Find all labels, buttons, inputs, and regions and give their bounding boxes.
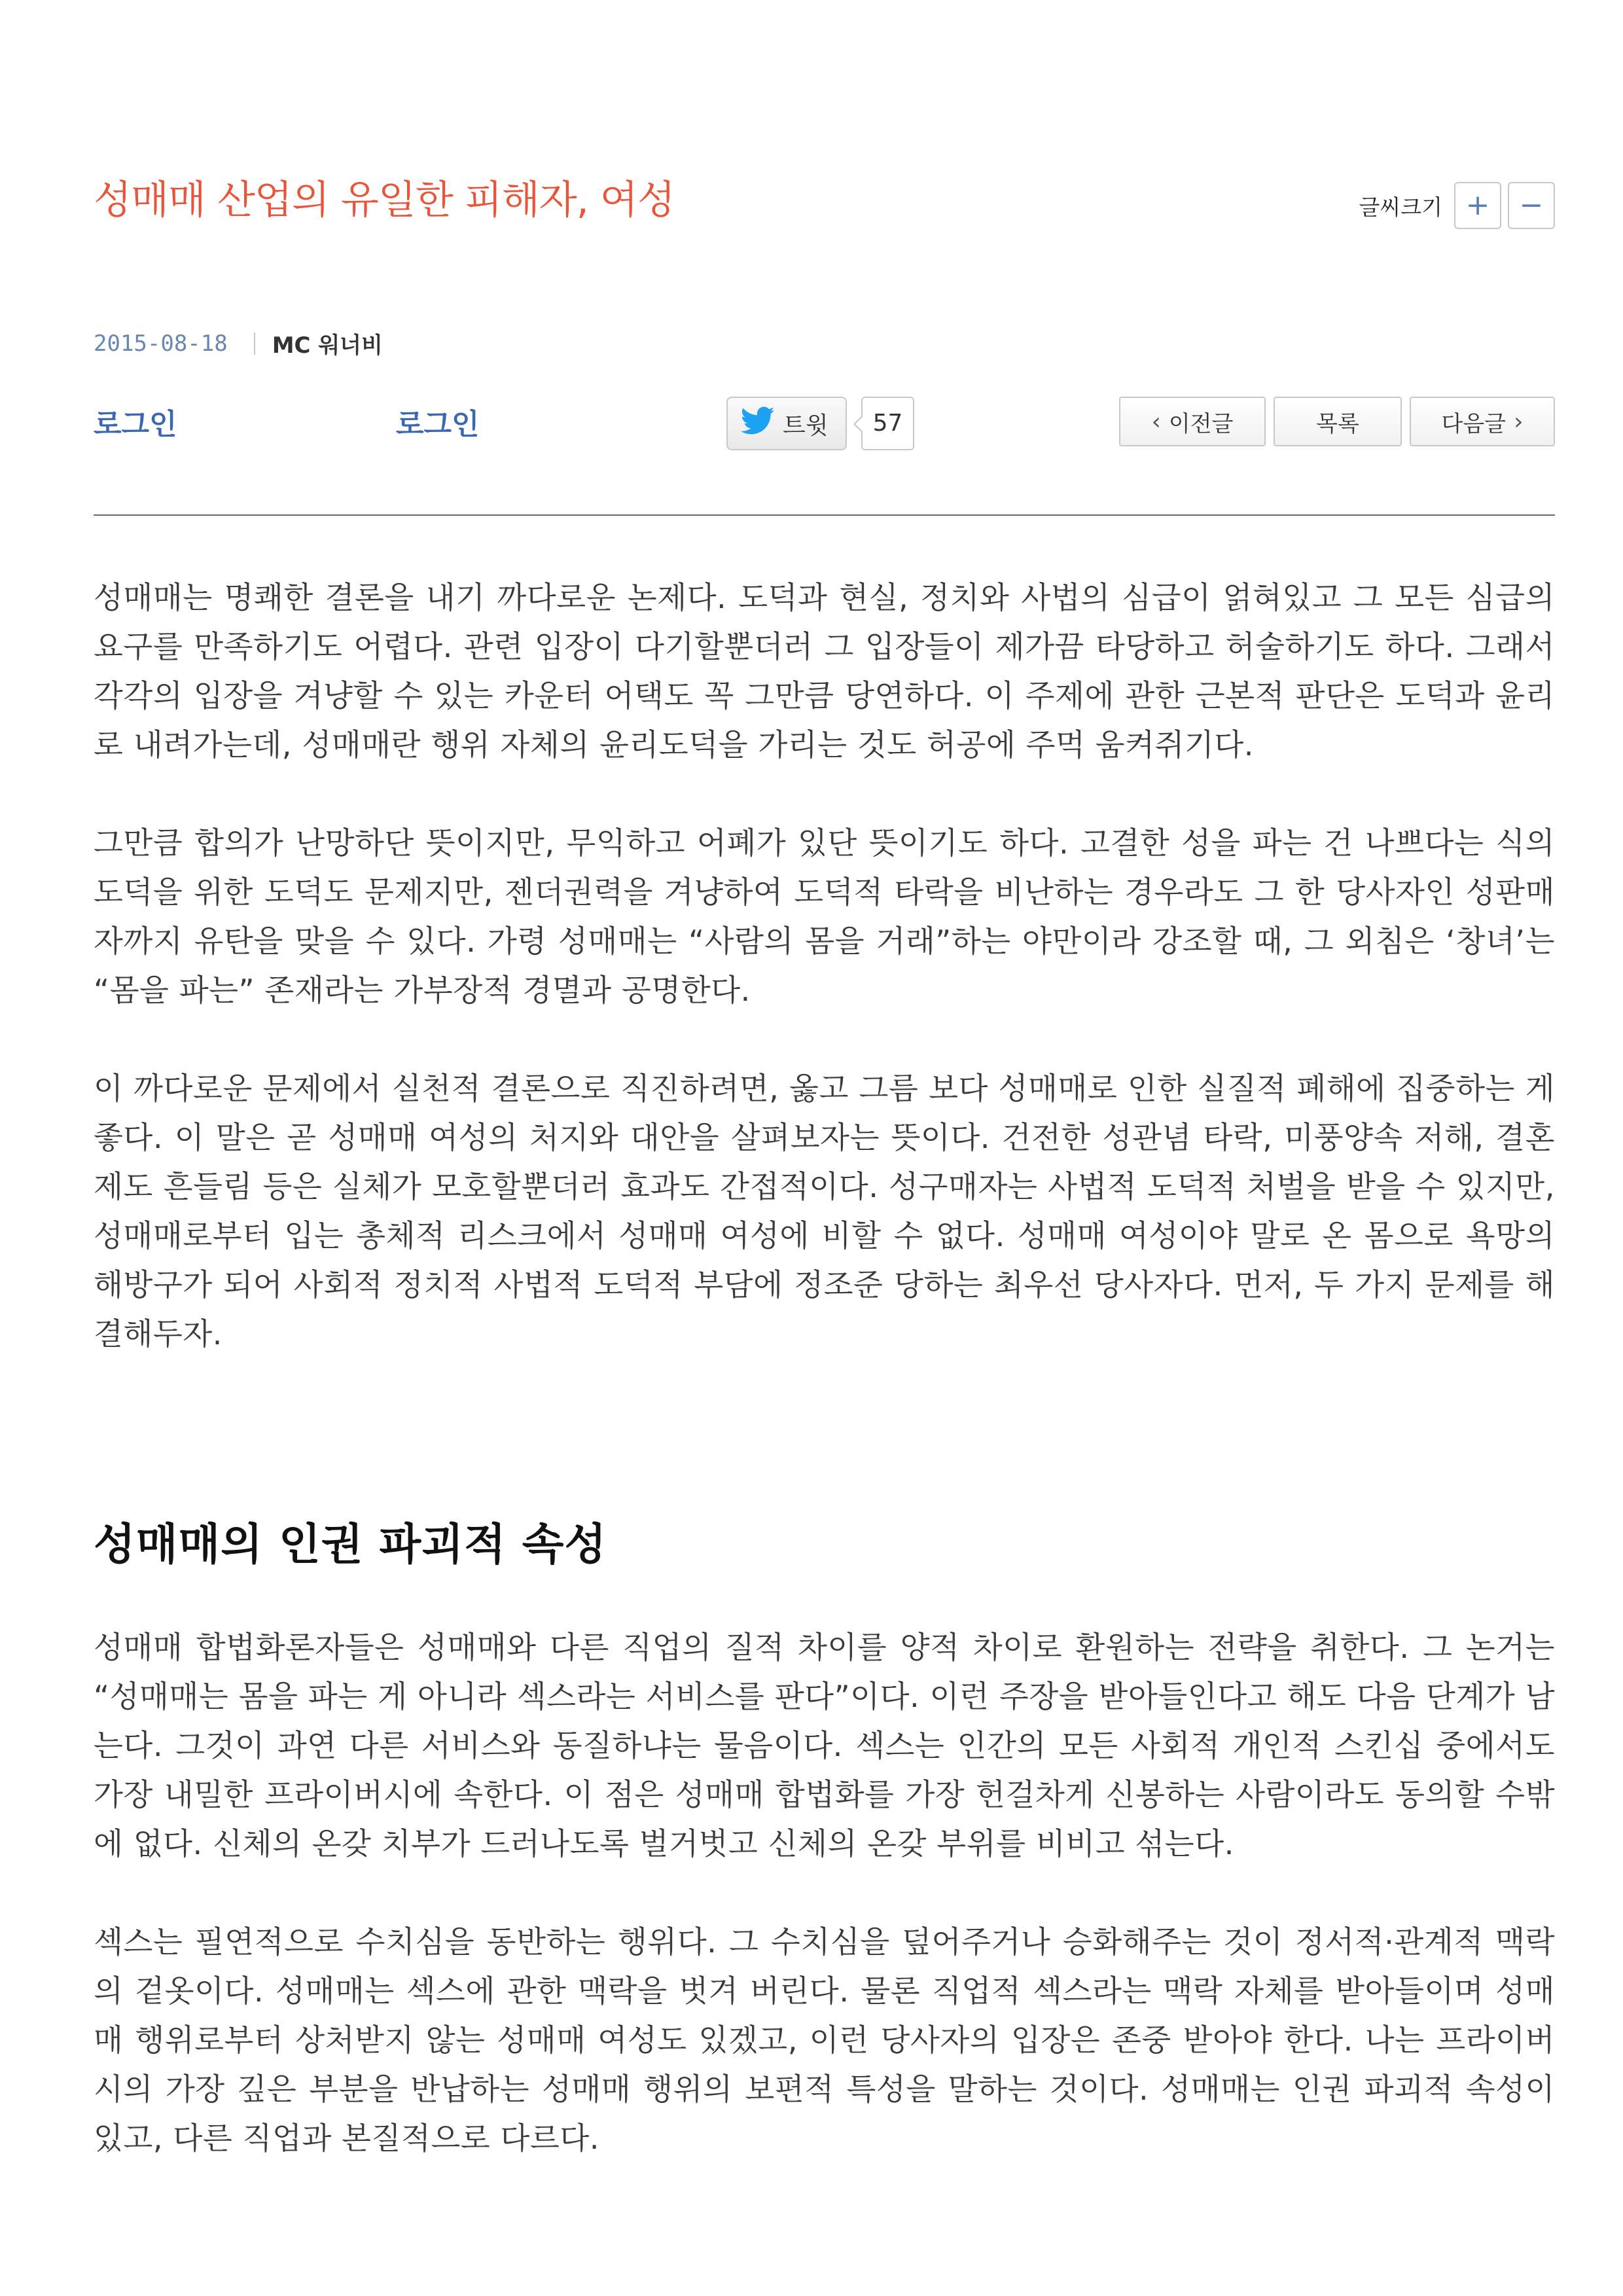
chevron-right-icon: › — [1514, 408, 1524, 435]
meta-divider — [254, 332, 255, 355]
next-post-label: 다음글 — [1441, 410, 1507, 437]
post-navigation — [1119, 397, 1555, 446]
font-size-control — [1359, 182, 1555, 229]
tweet-count: 57 — [861, 397, 915, 450]
body-paragraph: 이 까다로운 문제에서 실천적 결론으로 직진하려면, 옳고 그름 보다 성매매로 인한 실질적 폐해에 집중하는 게 좋다. 이 말은 곧 성매매 여성의 처지와 대안을 살펴보자는 뜻이다. 건전한 성관념 타락, 미풍양속 저해, 결혼제도 흔들림 등은 실체가 모호할뿐더러 효과도 간접적이다. 성구매자는 사법적 도덕적 처벌을 받을 수 있지만, 성매매로부터 입는 총체적 리스크에서 성매매 여성에 비할 수 없다. 성매매 여성이야 말로 온 몸으로 욕망의 해방구가 되어 사회적 정치적 사법적 도덕적 부담에 정조준 당하는 최우선 당사자다. 먼저, 두 가지 문제를 해결해두자. — [94, 1071, 1555, 1352]
prev-post-label: 이전글 — [1168, 410, 1234, 437]
section-heading: 성매매의 인권 파괴적 속성 — [94, 1519, 607, 1570]
body-paragraph: 그만큼 합의가 난망하단 뜻이지만, 무익하고 어폐가 있단 뜻이기도 하다. 고결한 성을 파는 건 나쁘다는 식의 도덕을 위한 도덕도 문제지만, 젠더권력을 겨냥하여 도덕적 타락을 비난하는 경우라도 그 한 당사자인 성판매자까지 유탄을 맞을 수 있다. 가령 성매매는 “사람의 몸을 거래”하는 야만이라 강조할 때, 그 외침은 ‘창녀’는 “몸을 파는” 존재라는 가부장적 경멸과 공명한다. — [94, 825, 1555, 1008]
section-paragraph: 섹스는 필연적으로 수치심을 동반하는 행위다. 그 수치심을 덮어주거나 승화해주는 것이 정서적·관계적 맥락의 겉옷이다. 성매매는 섹스에 관한 맥락을 벗겨 버린다. 물론 직업적 섹스라는 맥락 자체를 받아들이며 성매매 행위로부터 상처받지 않는 성매매 여성도 있겠고, 이런 당사자의 입장은 존중 받아야 한다. 나는 프라이버시의 가장 깊은 부분을 반납하는 성매매 행위의 보편적 특성을 말하는 것이다. 성매매는 인권 파괴적 속성이 있고, 다른 직업과 본질적으로 다르다. — [94, 1924, 1555, 2156]
article-meta — [94, 327, 383, 359]
header-divider — [94, 514, 1555, 516]
tweet-button[interactable] — [726, 397, 847, 450]
section-paragraph: 성매매 합법화론자들은 성매매와 다른 직업의 질적 차이를 양적 차이로 환원하는 전략을 취한다. 그 논거는 “성매매는 몸을 파는 게 아니라 섹스라는 서비스를 판다”이다. 이런 주장을 받아들인다고 해도 다음 단계가 남는다. 그것이 과연 다른 서비스와 동질하냐는 물음이다. 섹스는 인간의 모든 사회적 개인적 스킨십 중에서도 가장 내밀한 프라이버시에 속한다. 이 점은 성매매 합법화를 가장 헌걸차게 신봉하는 사람이라도 동의할 수밖에 없다. 신체의 온갖 치부가 드러나도록 벌거벗고 신체의 온갖 부위를 비비고 섞는다. — [94, 1630, 1555, 1861]
prev-post-button[interactable] — [1119, 397, 1266, 446]
list-button[interactable] — [1274, 397, 1402, 446]
article-author: MC 워너비 — [272, 332, 383, 359]
next-post-button[interactable] — [1410, 397, 1555, 446]
article-title: 성매매 산업의 유일한 피해자, 여성 — [94, 177, 675, 223]
chevron-left-icon: ‹ — [1151, 408, 1161, 435]
section-body — [94, 1623, 1555, 2163]
login-link[interactable]: 로그인 — [396, 408, 480, 441]
twitter-bird-icon — [741, 406, 775, 441]
tweet-widget — [726, 397, 914, 450]
list-label: 목록 — [1316, 410, 1359, 437]
article-body — [94, 573, 1555, 1359]
login-link[interactable]: 로그인 — [94, 408, 177, 441]
tweet-label: 트윗 — [783, 412, 829, 439]
font-size-label: 글씨크기 — [1359, 194, 1442, 220]
font-size-decrease-button[interactable]: − — [1508, 182, 1555, 229]
article-date: 2015-08-18 — [94, 330, 228, 357]
body-paragraph: 성매매는 명쾌한 결론을 내기 까다로운 논제다. 도덕과 현실, 정치와 사법의 심급이 얽혀있고 그 모든 심급의 요구를 만족하기도 어렵다. 관련 입장이 다기할뿐더러 그 입장들이 제가끔 타당하고 허술하기도 하다. 그래서 각각의 입장을 겨냥할 수 있는 카운터 어택도 꼭 그만큼 당연하다. 이 주제에 관한 근본적 판단은 도덕과 윤리로 내려가는데, 성매매란 행위 자체의 윤리도덕을 가리는 것도 허공에 주먹 움켜쥐기다. — [94, 580, 1555, 762]
font-size-increase-button[interactable]: + — [1454, 182, 1501, 229]
